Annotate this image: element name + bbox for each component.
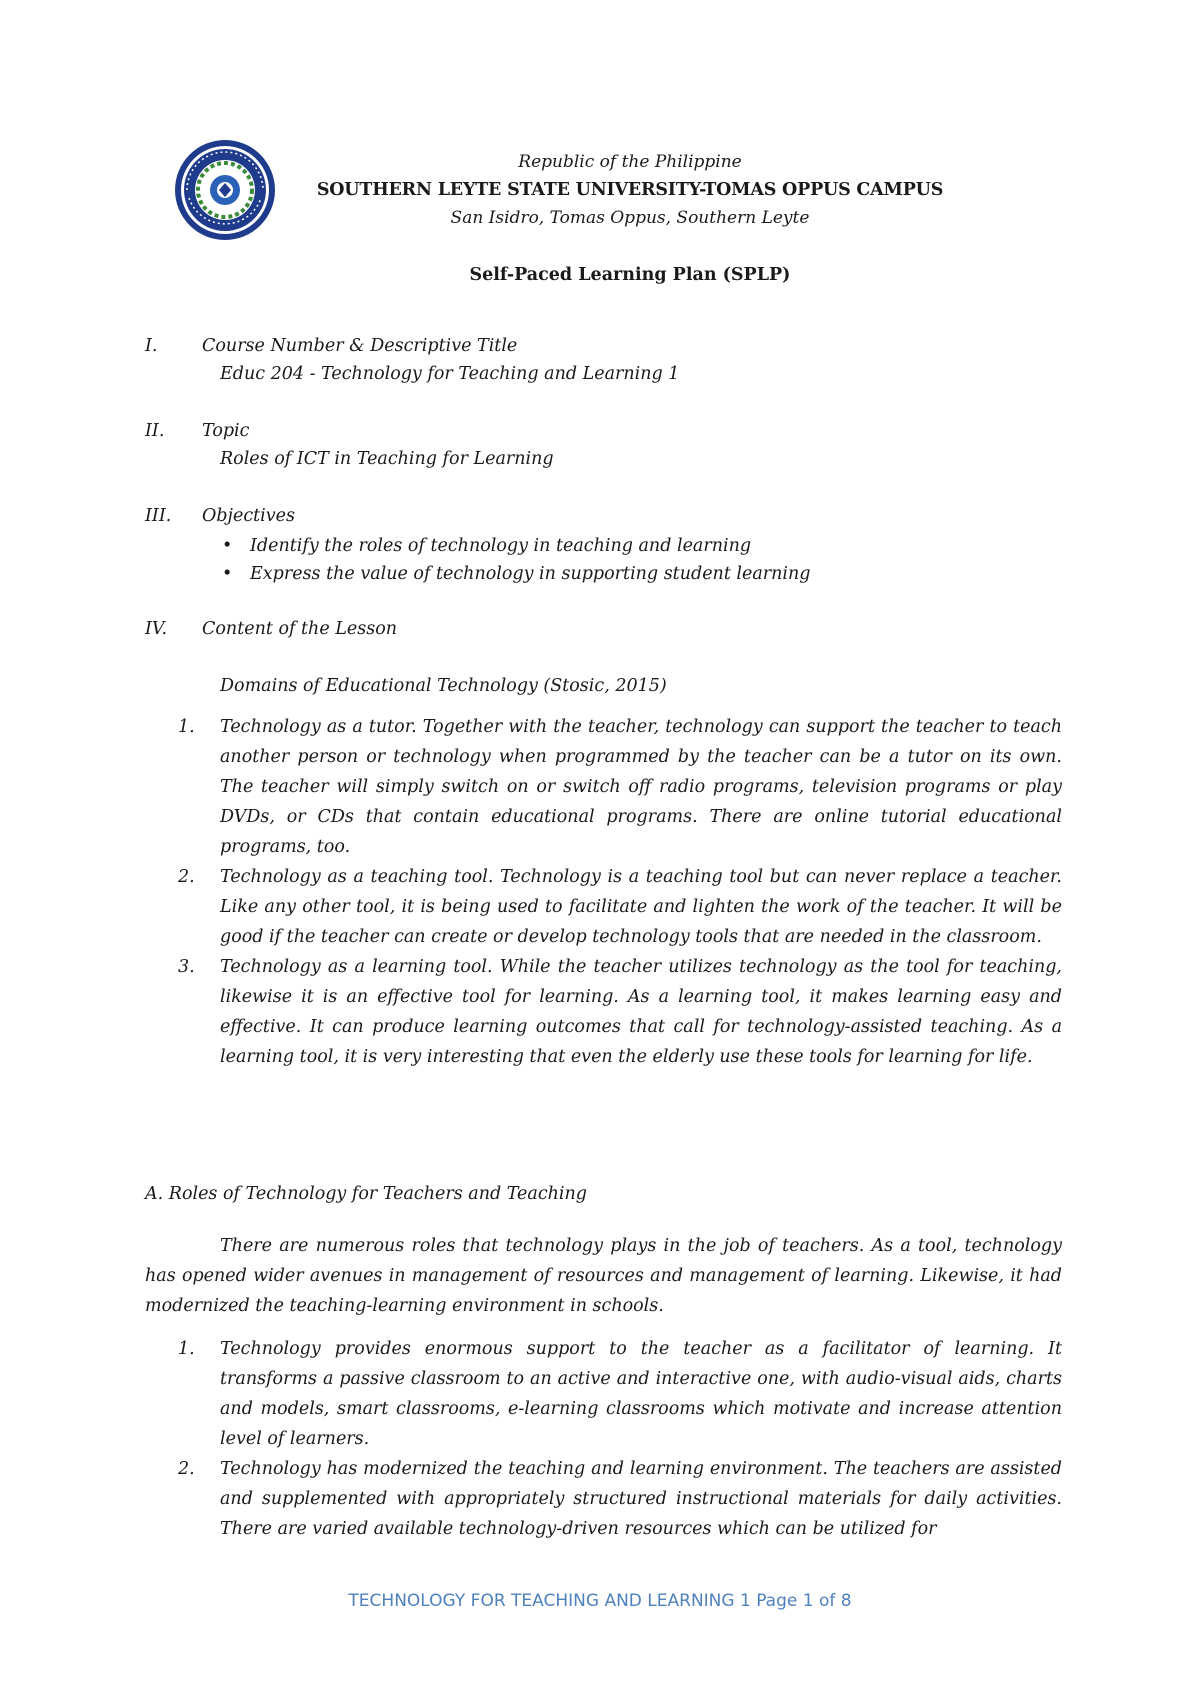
item-number: 3. [178,957,195,977]
item-text: Technology as a learning tool. While the teacher utilizes technology as the tool for teaching, likewise it is an effective tool for learning. As a learning tool, it makes learning easy and effective. It can produce learning outcomes that call for technology-assisted teaching. As a learning tool, it is very interesting that even the elderly use these tools for learning for life. [220,957,1062,1067]
teacher-roles-list [178,1334,1062,1544]
list-item [178,1454,1062,1544]
intro-text: There are numerous roles that technology plays in the job of teachers. As a tool, technology has opened wider avenues in management of resources and management of learning. Likewise, it had modernized the teaching-learning environment in schools. [145,1236,1062,1316]
header-university-name: SOUTHERN LEYTE STATE UNIVERSITY-TOMAS OPPUS CAMPUS [316,180,944,200]
objectives-list [220,532,811,588]
item-text: Technology has modernized the teaching and learning environment. The teachers are assisted and supplemented with appropriately structured instructional materials for daily activities. There are varied available technology-driven resources which can be utilized for [220,1459,1062,1539]
list-item [178,952,1062,1072]
plan-title: Self-Paced Learning Plan (SPLP) [469,265,791,285]
item-number: 1. [178,717,195,737]
topic-value: Roles of ICT in Teaching for Learning [220,449,554,469]
section-a-heading: A. Roles of Technology for Teachers and Teaching [145,1184,587,1204]
item-text: Technology provides enormous support to the teacher as a facilitator of learning. It transforms a passive classroom to an active and interactive one, with audio-visual aids, charts and models, smart classrooms, e-learning classrooms which motivate and increase attention level of learners. [220,1339,1062,1449]
section-number: II. [145,421,165,441]
section-number: IV. [145,619,168,639]
list-item [178,1334,1062,1454]
list-item: • Express the value of technology in supporting student learning [220,560,811,588]
item-number: 1. [178,1339,195,1359]
header-address: San Isidro, Tomas Oppus, Southern Leyte [450,208,810,228]
section-label: Objectives [202,506,295,526]
domains-list [178,712,1062,1072]
list-item [178,862,1062,952]
course-title: Educ 204 - Technology for Teaching and Learning 1 [220,364,680,384]
section-number: III. [145,506,172,526]
domains-heading: Domains of Educational Technology (Stosic, 2015) [220,676,667,696]
item-number: 2. [178,1459,195,1479]
page-footer: TECHNOLOGY FOR TEACHING AND LEARNING 1 Page 1 of 8 [348,1591,852,1611]
item-text: Technology as a teaching tool. Technology is a teaching tool but can never replace a teacher. Like any other tool, it is being used to facilitate and lighten the work of the teacher. It will be good if the teacher can create or develop technology tools that are needed in the classroom. [220,867,1062,947]
header-republic: Republic of the Philippine [518,152,742,172]
list-item [178,712,1062,862]
list-item: • Identify the roles of technology in teaching and learning [220,532,811,560]
section-a-intro [145,1231,1062,1321]
section-label: Content of the Lesson [202,619,397,639]
item-number: 2. [178,867,195,887]
section-label: Topic [202,421,250,441]
section-number: I. [145,336,158,356]
section-label: Course Number & Descriptive Title [202,336,518,356]
item-text: Technology as a tutor. Together with the teacher, technology can support the teacher to teach another person or technology when programmed by the teacher can be a tutor on its own. The teacher will simply switch on or switch off radio programs, television programs or play DVDs, or CDs that contain educational programs. There are online tutorial educational programs, too. [220,717,1062,857]
